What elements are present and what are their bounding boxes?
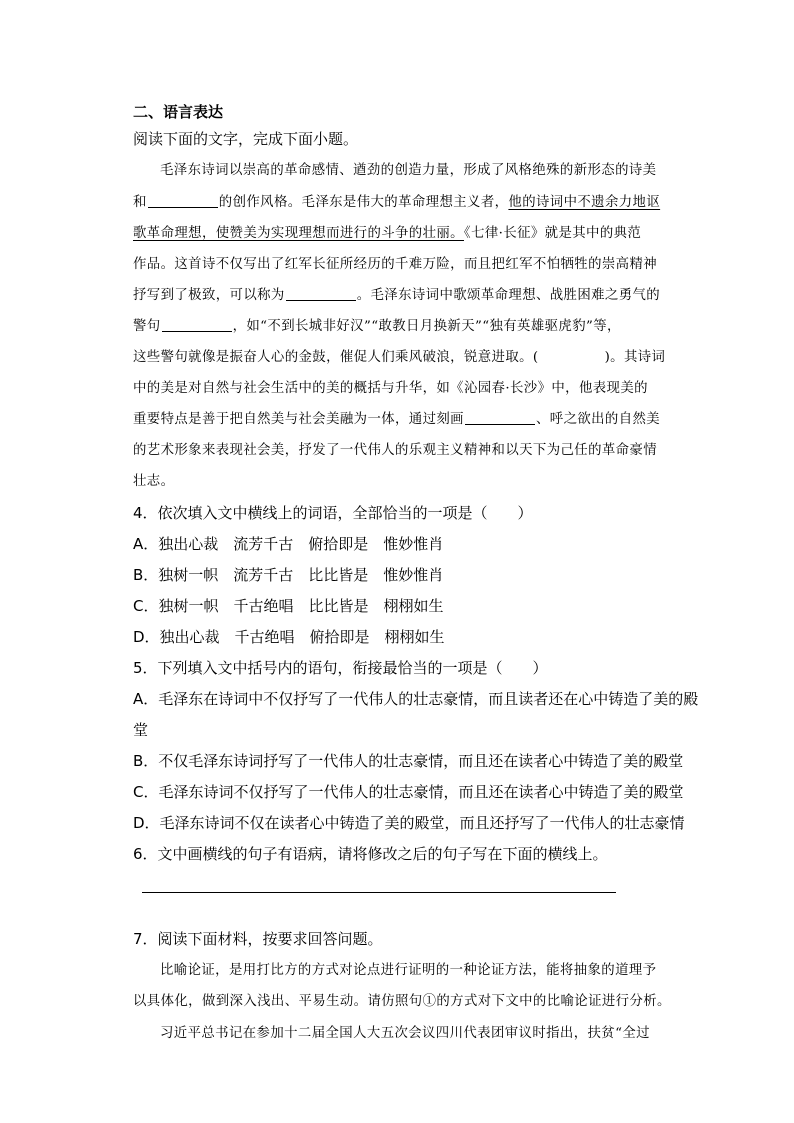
passage-line-6 <box>133 317 621 337</box>
passage-text: ，如“不到长城非好汉”“敢教日月换新天”“独有英雄驱虎豹”等， <box>232 319 621 334</box>
question-4-option-d: D．独出心裁 千古绝唱 俯拾即是 栩栩如生 <box>133 628 445 646</box>
question-4-option-a: A．独出心裁 流芳千古 俯拾即是 惟妙惟肖 <box>133 535 444 553</box>
passage-text: 重要特点是善于把自然美与社会美融为一体，通过刻画 <box>133 412 464 427</box>
question-7-paragraph-3: 习近平总书记在参加十二届全国人大五次会议四川代表团审议时指出，扶贫“全过 <box>160 1026 650 1041</box>
question-7-stem: 7．阅读下面材料，按要求回答问题。 <box>133 930 383 948</box>
underlined-sentence: 他的诗词中不遗余力地讴 <box>508 195 661 210</box>
question-5-option-b: B．不仅毛泽东诗词抒写了一代伟人的壮志豪情，而且还在读者心中铸造了美的殿堂 <box>133 752 684 770</box>
underlined-sentence: 歌革命理想，使赞美为实现理想而进行的斗争的壮丽。 <box>133 226 464 241</box>
passage-line-4: 作品。这首诗不仅写出了红军长征所经历的千难万险，而且把红军不怕牺牲的崇高精神 <box>133 257 658 272</box>
passage-line-11: 壮志。 <box>133 474 175 489</box>
passage-text: 、呼之欲出的自然美 <box>535 412 661 427</box>
question-5-option-d: D．毛泽东诗词不仅在读者心中铸造了美的殿堂，而且还抒写了一代伟人的壮志豪情 <box>133 814 685 832</box>
question-4-stem: 4．依次填入文中横线上的词语，全部恰当的一项是（ ） <box>133 504 533 522</box>
passage-line-9 <box>133 410 660 430</box>
fill-blank-2 <box>286 286 356 301</box>
fill-blank-1 <box>148 193 218 208</box>
question-4-option-c: C．独树一帜 千古绝唱 比比皆是 栩栩如生 <box>133 597 444 615</box>
question-7-paragraph-1: 比喻论证，是用打比方的方式对论点进行证明的一种论证方法，能将抽象的道理予 <box>160 963 657 978</box>
question-4-option-b: B．独树一帜 流芳千古 比比皆是 惟妙惟肖 <box>133 566 444 584</box>
passage-line-8: 中的美是对自然与社会生活中的美的概括与升华，如《沁园春·长沙》中，他表现美的 <box>133 381 648 396</box>
passage-text: 这些警句就像是振奋人心的金鼓，催促人们乘风破浪，锐意进取。( <box>133 350 539 365</box>
question-5-option-a-cont: 堂 <box>133 721 149 739</box>
passage-text: )。其诗词 <box>604 350 666 365</box>
question-7-paragraph-2: 以具体化，做到深入浅出、平易生动。请仿照句①的方式对下文中的比喻论证进行分析。 <box>133 994 671 1009</box>
section-title: 二、语言表达 <box>133 103 224 121</box>
passage-line-7 <box>133 348 665 368</box>
question-5-option-c: C．毛泽东诗词不仅抒写了一代伟人的壮志豪情，而且还在读者心中铸造了美的殿堂 <box>133 783 684 801</box>
passage-text: 的创作风格。毛泽东是伟大的革命理想主义者， <box>218 195 509 210</box>
passage-text: 。毛泽东诗词中歌颂革命理想、战胜困难之勇气的 <box>356 288 661 303</box>
passage-line-1: 毛泽东诗词以崇高的革命感情、遒劲的创造力量，形成了风格绝殊的新形态的诗美 <box>160 163 657 178</box>
question-5-option-a: A．毛泽东在诗词中不仅抒写了一代伟人的壮志豪情，而且读者还在心中铸造了美的殿 <box>133 690 699 708</box>
passage-line-5 <box>133 286 660 306</box>
fill-blank-4 <box>465 410 535 425</box>
passage-text: 警句 <box>133 319 161 334</box>
section-instruction: 阅读下面的文字，完成下面小题。 <box>133 130 359 148</box>
passage-text: 《七律·长征》就是其中的典范 <box>463 226 642 241</box>
fill-blank-3 <box>162 317 232 332</box>
passage-line-2 <box>133 193 660 213</box>
question-5-stem: 5．下列填入文中括号内的语句，衔接最恰当的一项是（ ） <box>133 659 548 677</box>
passage-text: 和 <box>133 195 147 210</box>
question-6-stem: 6．文中画横线的句子有语病，请将修改之后的句子写在下面的横线上。 <box>133 845 608 863</box>
passage-line-10: 的艺术形象来表现社会美，抒发了一代伟人的乐观主义精神和以天下为己任的革命豪情 <box>133 443 658 458</box>
passage-text: 抒写到了极致，可以称为 <box>133 288 285 303</box>
answer-line <box>142 892 616 893</box>
passage-line-3 <box>133 224 641 244</box>
